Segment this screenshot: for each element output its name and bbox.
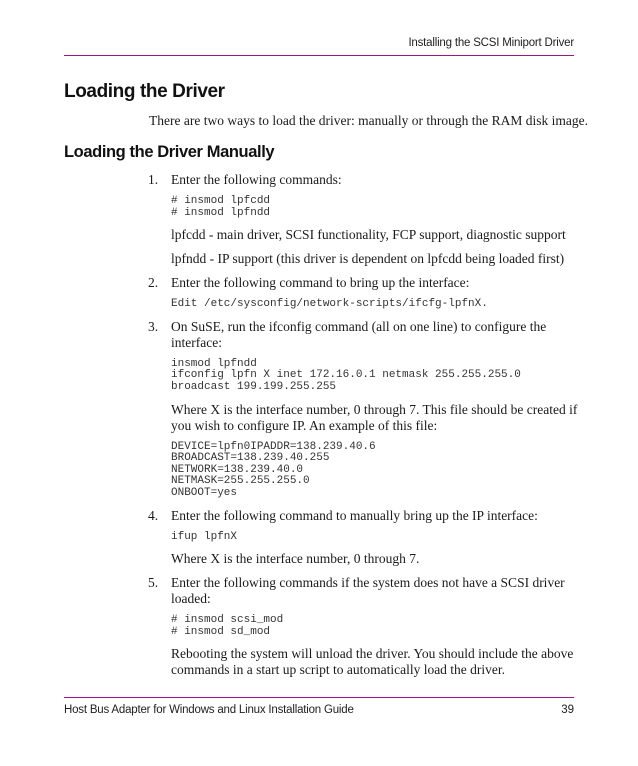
step-note: Where X is the interface number, 0 through 7. This file should be created if you wish to configure IP. An example of this file: <box>171 401 578 433</box>
step-text: Enter the following commands if the system does not have a SCSI driver loaded: <box>171 575 565 607</box>
step-4 <box>148 508 588 568</box>
subsection-title: Loading the Driver Manually <box>64 143 275 161</box>
steps-list <box>148 172 588 686</box>
step-number: 2. <box>148 275 159 291</box>
code-block <box>171 615 588 638</box>
code-line: BROADCAST=138.239.40.255 <box>171 452 330 465</box>
footer-rule <box>64 697 574 698</box>
section-title: Loading the Driver <box>64 81 225 102</box>
code-line: NETMASK=255.255.255.0 <box>171 475 310 488</box>
footer-doc-title: Host Bus Adapter for Windows and Linux Installation Guide <box>64 704 354 716</box>
code-line: # insmod lpfcdd <box>171 195 271 207</box>
code-block <box>171 196 588 219</box>
code-block-config <box>171 442 588 500</box>
step-text: On SuSE, run the ifconfig command (all on one line) to configure the interface: <box>171 318 547 350</box>
step-2 <box>148 275 588 311</box>
code-block <box>171 359 588 394</box>
step-text: Enter the following commands: <box>171 172 342 187</box>
step-text: Enter the following command to bring up the interface: <box>171 275 470 291</box>
step-1 <box>148 172 588 267</box>
code-line: broadcast 199.199.255.255 <box>171 380 337 393</box>
code-line: NETWORK=138.239.40.0 <box>171 463 304 476</box>
step-number: 4. <box>148 507 159 523</box>
step-number: 3. <box>148 318 159 334</box>
code-line: DEVICE=lpfn0IPADDR=138.239.40.6 <box>171 440 376 453</box>
step-number: 1. <box>148 172 159 187</box>
section-intro: There are two ways to load the driver: manually or through the RAM disk image. <box>149 113 589 128</box>
step-note: lpfndd - IP support (this driver is dependent on lpfcdd being loaded first) <box>171 251 565 267</box>
page-number: 39 <box>561 704 574 716</box>
step-note: lpfcdd - main driver, SCSI functionality, FCP support, diagnostic support <box>171 227 566 243</box>
step-3 <box>148 319 588 500</box>
code-line: # insmod lpfndd <box>171 206 271 219</box>
running-header: Installing the SCSI Miniport Driver <box>408 37 574 49</box>
code-line: # insmod scsi_mod <box>171 614 284 627</box>
step-note: Rebooting the system will unload the driver. You should include the above commands in a start up script to automatically load the driver. <box>171 646 574 678</box>
step-5 <box>148 575 588 678</box>
code-line: ifconfig lpfn X inet 172.16.0.1 netmask 255.255.255.0 <box>171 369 521 382</box>
code-block <box>171 532 588 544</box>
code-line: ONBOOT=yes <box>171 486 238 499</box>
code-line: insmod lpfndd <box>171 357 257 370</box>
code-line: ifup lpfnX <box>171 530 238 543</box>
code-block <box>171 299 588 311</box>
step-text: Enter the following command to manually bring up the IP interface: <box>171 507 538 523</box>
code-line: Edit /etc/sysconfig/network-scripts/ifcfg-lpfnX. <box>171 298 488 311</box>
step-number: 5. <box>148 575 159 591</box>
code-line: # insmod sd_mod <box>171 625 271 638</box>
step-note: Where X is the interface number, 0 through 7. <box>171 551 420 567</box>
header-rule <box>64 55 574 56</box>
